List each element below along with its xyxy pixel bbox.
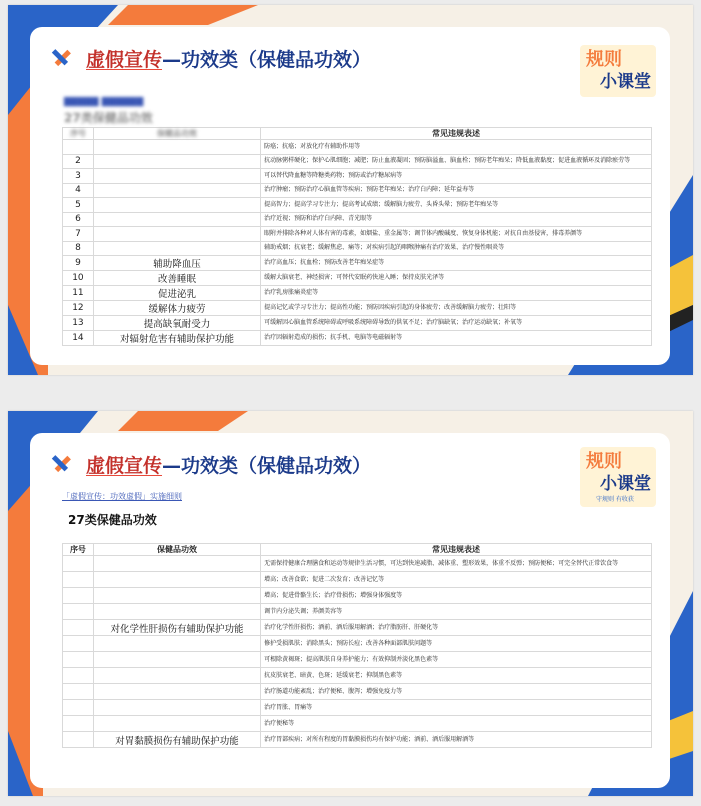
link-blurred[interactable]: ▇▇▇▇▇ ▇▇▇▇▇▇ [64,97,144,107]
row-index: 7 [63,227,94,242]
table-row [63,604,652,620]
table-row [63,198,652,213]
row-function [93,700,260,716]
table-row [63,256,652,271]
row-index: 2 [63,154,94,169]
pen-icon [50,48,72,70]
row-index [63,588,94,604]
title-row [50,45,371,72]
table-row [63,316,652,331]
row-violations: 治疗高血压；抗血栓；预防改善老年痴呆症等 [261,256,652,271]
row-function [93,227,260,242]
svg-text:规则: 规则 [586,451,622,472]
rules-link[interactable]: 「虚假宣传：功效虚假」实施细则 [62,492,182,501]
subhead: 27类保健品功效 [68,513,157,527]
row-violations: 缓解大脑衰老、神经损害；可替代安眠药快速入睡；保持皮肤光泽等 [261,271,652,286]
pen-icon [50,454,72,476]
col-header-function: 保健品功效 [93,128,260,140]
row-function: 对胃黏膜损伤有辅助保护功能 [93,732,260,748]
table-row [63,241,652,256]
row-index [63,684,94,700]
row-function [93,716,260,732]
row-function [93,668,260,684]
violation-table [62,543,652,748]
row-violations: 抗动脉粥样硬化；保护心肌细胞；减肥；防止血液凝固；预防脑溢血、脑血栓；预防老年痴呆；降低血液黏度；促进血液循环及消除瘀劳等 [261,154,652,169]
subhead: 27类保健品功效 [64,111,153,125]
row-violations: 提高智力；提高学习专注力；提高考试成绩；缓解脑力疲劳、头昏头晕；预防老年痴呆等 [261,198,652,213]
table-row [63,227,652,242]
row-index [63,716,94,732]
row-function [93,154,260,169]
row-index: 3 [63,169,94,184]
col-header-violations: 常见违规表述 [261,544,652,556]
row-index [63,620,94,636]
row-violations: 治疗便秘等 [261,716,652,732]
row-violations: 修护受损肌肤；消除黑头；预防长痘；改善各种面部肌肤问题等 [261,636,652,652]
title-row [50,451,371,478]
svg-text:小课堂: 小课堂 [600,72,651,92]
row-function: 对辐射危害有辅助保护功能 [93,331,260,346]
row-violations: 治疗化学性肝损伤；酒前、酒后服用解酒；治疗脂肪肝、肝硬化等 [261,620,652,636]
row-function: 促进泌乳 [93,286,260,301]
table-row [63,212,652,227]
row-violations: 眼附并排除各种对人体有害的毒素，如烟盐、重金属等；调节体内酸碱度、恢复身体机能；对抗自由基侵害，排毒养颜等 [261,227,652,242]
table-row [63,286,652,301]
table-row [63,301,652,316]
row-function [93,169,260,184]
table-row [63,732,652,748]
row-function [93,684,260,700]
table-row [63,271,652,286]
row-function [93,604,260,620]
row-index: 5 [63,198,94,213]
row-function [93,636,260,652]
row-violations: 辅助戒烟；抗衰老；缓解焦虑、痛等；对疾病引起的咽喉肿痛有治疗效果、治疗慢性咽炎等 [261,241,652,256]
row-index [63,732,94,748]
row-function: 对化学性肝损伤有辅助保护功能 [93,620,260,636]
table-row [63,716,652,732]
logo [578,441,660,511]
table-row [63,140,652,155]
logo [578,35,660,105]
row-index: 12 [63,301,94,316]
slide-1 [8,5,693,375]
violation-table [62,127,652,346]
col-header-violations: 常见违规表述 [261,128,652,140]
row-function [93,556,260,572]
row-violations: 治疗胃部疾病；对所有程度的胃黏膜损伤均有保护功能；酒前、酒后服用解酒等 [261,732,652,748]
table-header [63,544,652,556]
row-function [93,140,260,155]
table-row [63,183,652,198]
table-row [63,620,652,636]
table-row [63,572,652,588]
table-row [63,668,652,684]
row-function: 辅助降血压 [93,256,260,271]
row-function [93,198,260,213]
col-header-index: 序号 [63,544,94,556]
row-violations: 可根除黄褐斑；提高肌肤自身养护能力；有效抑制并淡化黑色素等 [261,652,652,668]
row-function [93,241,260,256]
table-row [63,636,652,652]
col-header-function: 保健品功效 [93,544,260,556]
row-violations: 治疗近视；预防和治疗白内障、青光眼等 [261,212,652,227]
table-row [63,154,652,169]
row-violations: 无需保持健康合理膳食和运动等规律生活习惯，可达到快速减脂、减体重、塑形效果，体重不反弹；预防便秘；可完全替代正常饮食等 [261,556,652,572]
row-index: 9 [63,256,94,271]
row-index: 4 [63,183,94,198]
row-index: 13 [63,316,94,331]
row-violations: 抗皮肤衰老、暗黄、色斑；延缓衰老；抑制黑色素等 [261,668,652,684]
table-row [63,556,652,572]
row-index [63,652,94,668]
row-violations: 防癌；抗癌；对放化疗有辅助作用等 [261,140,652,155]
row-index: 8 [63,241,94,256]
row-index: 10 [63,271,94,286]
row-index: 11 [63,286,94,301]
row-index [63,140,94,155]
row-violations: 可缓解因心脑血管系统障碍或呼吸系统障碍导致的供氧不足；治疗脑缺氧；治疗运动缺氧；补氧等 [261,316,652,331]
row-violations: 增高；改善食欲；促进二次发育；改善记忆等 [261,572,652,588]
row-index [63,572,94,588]
page-title: 虚假宣传—功效类（保健品功效） [86,49,372,71]
svg-text:小课堂: 小课堂 [600,474,651,494]
row-index [63,604,94,620]
col-header-index: 序号 [63,128,94,140]
row-index: 6 [63,212,94,227]
row-violations: 提高记忆或学习专注力；提高性功能；预防因疾病引起的身体疲劳；改善缓解脑力疲劳；壮阳等 [261,301,652,316]
table-row [63,652,652,668]
table-header [63,128,652,140]
row-function: 缓解体力疲劳 [93,301,260,316]
row-violations: 治疗因辐射造成的损伤；抗手机、电脑等电磁辐射等 [261,331,652,346]
row-violations: 调节内分泌失调；养颜美容等 [261,604,652,620]
table-row [63,684,652,700]
row-function: 改善睡眠 [93,271,260,286]
page-title: 虚假宣传—功效类（保健品功效） [86,455,372,477]
row-index [63,636,94,652]
row-violations: 治疗肠道功能紊乱；治疗便秘、腹泻；增强免疫力等 [261,684,652,700]
row-violations: 增高；促进骨骼生长；治疗骨损伤；增强身体强度等 [261,588,652,604]
row-function [93,572,260,588]
table-row [63,169,652,184]
row-function [93,212,260,227]
table-row [63,331,652,346]
row-function [93,588,260,604]
slide-2 [8,411,693,796]
row-violations: 治疗胃胀、胃痛等 [261,700,652,716]
row-index: 14 [63,331,94,346]
row-function [93,652,260,668]
row-index [63,700,94,716]
svg-text:规则: 规则 [586,49,622,70]
row-violations: 治疗肿瘤；预防治疗心脑血管等疾病；预防老年痴呆；治疗白内障；延年益寿等 [261,183,652,198]
row-index [63,556,94,572]
row-violations: 治疗乳房胀痛炎症等 [261,286,652,301]
row-violations: 可以替代降血糖等降糖类药物；预防或治疗糖尿病等 [261,169,652,184]
row-function [93,183,260,198]
table-row [63,700,652,716]
content-card [30,433,670,788]
row-function: 提高缺氧耐受力 [93,316,260,331]
svg-text:守规则 有收获: 守规则 有收获 [596,496,634,503]
row-index [63,668,94,684]
table-row [63,588,652,604]
content-card [30,27,670,365]
